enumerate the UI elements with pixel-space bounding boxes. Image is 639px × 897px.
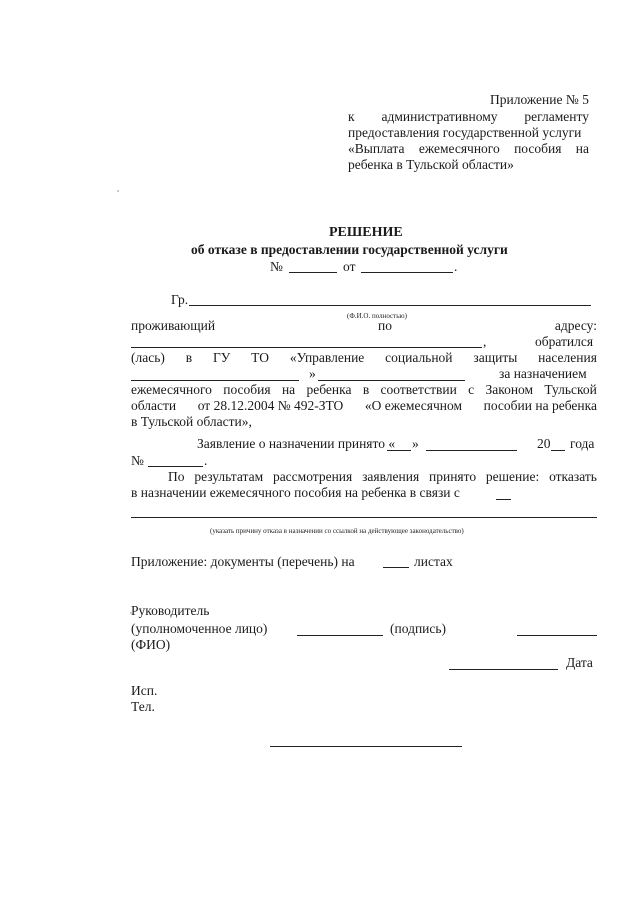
- gu-line: [131, 350, 597, 366]
- result-word: По: [168, 469, 185, 484]
- year-suffix: года: [570, 436, 595, 451]
- appendix-line-4: [348, 141, 589, 157]
- citizen-name-blank[interactable]: [189, 305, 591, 306]
- reason-blank[interactable]: [131, 517, 597, 518]
- result-word: результатам: [194, 469, 264, 484]
- reason-note: (указать причину отказа в назначении со ссылкой на действующее законодательство): [210, 527, 464, 535]
- result-word: отказать: [549, 469, 597, 484]
- appendix-line-5: ребенка в Тульской области»: [348, 157, 514, 172]
- fio-label: (ФИО): [131, 637, 171, 652]
- monthly-word: Тульской: [544, 382, 597, 397]
- gu-word: ГУ: [212, 350, 231, 365]
- residing-line: [131, 318, 597, 334]
- heading-end: .: [454, 259, 458, 274]
- monthly-word: пособия: [223, 382, 271, 397]
- head-label: Руководитель: [131, 603, 210, 618]
- sign-label: (подпись): [390, 621, 447, 636]
- appendix-line-2: [348, 109, 589, 125]
- number-sign: №: [131, 453, 144, 468]
- appendix-word: «Выплата: [348, 141, 405, 156]
- appendix-word: пособия: [514, 141, 562, 156]
- gu-word: ТО: [251, 350, 269, 365]
- appendix-word: регламенту: [524, 109, 589, 124]
- date-prefix: от: [343, 259, 356, 274]
- authorized-label: (уполномоченное лицо): [131, 621, 268, 636]
- law-word: от 28.12.2004 № 492-ЗТО: [197, 398, 344, 413]
- gu-word: населения: [538, 350, 597, 365]
- scan-speck: [117, 190, 119, 192]
- result-word: решение:: [485, 469, 540, 484]
- appendix-word: ежемесячного: [418, 141, 500, 156]
- monthly-word: ежемесячного: [131, 382, 212, 397]
- registration-number-blank[interactable]: [148, 466, 203, 467]
- date-blank[interactable]: [361, 272, 453, 273]
- fio-note: (Ф.И.О. полностью): [347, 312, 407, 320]
- law-word: пособии на ребенка: [483, 398, 597, 413]
- number-end: .: [204, 453, 208, 468]
- quote-close: »: [309, 366, 316, 381]
- child-blank[interactable]: [318, 380, 465, 381]
- monthly-word: Законом: [485, 382, 534, 397]
- number-blank[interactable]: [289, 272, 337, 273]
- applied-text: обратился: [535, 334, 594, 349]
- monthly-word: с: [468, 382, 475, 397]
- fio-blank[interactable]: [517, 635, 597, 636]
- accepted-quote: »: [412, 436, 419, 451]
- date-label: Дата: [566, 655, 593, 670]
- year-prefix: 20: [537, 436, 551, 451]
- date-sign-blank[interactable]: [449, 669, 558, 670]
- appendix-line-3: предоставления государственной услуги: [348, 125, 582, 140]
- reason-inline-blank[interactable]: [496, 499, 511, 500]
- appendix-word: к: [348, 109, 355, 124]
- accepted-day-blank[interactable]: [387, 450, 411, 451]
- monthly-line: [131, 382, 597, 398]
- gu-word: социальной: [385, 350, 453, 365]
- monthly-word: ребенка: [306, 382, 352, 397]
- document-title: РЕШЕНИЕ: [329, 225, 403, 240]
- appendix-title: Приложение № 5: [490, 92, 589, 107]
- gu-word: защиты: [473, 350, 518, 365]
- year-blank[interactable]: [551, 450, 565, 451]
- monthly-word: соответствии: [380, 382, 457, 397]
- footer-line: [270, 746, 462, 747]
- executor-label: Исп.: [131, 683, 158, 698]
- result-word: принято: [429, 469, 477, 484]
- for-assignment: за назначением: [499, 366, 587, 381]
- citizen-label: Гр.: [171, 292, 189, 307]
- reason-text: в назначении ежемесячного пособия на ребенка в связи с: [131, 485, 460, 500]
- gu-word: в: [185, 350, 193, 365]
- signature-blank[interactable]: [297, 635, 383, 636]
- residing-word: адресу:: [554, 318, 597, 333]
- document-subtitle: об отказе в предоставлении государственной услуги: [191, 242, 508, 257]
- law-word: области: [131, 398, 177, 413]
- address-comma: ,: [483, 334, 487, 349]
- residing-word: проживающий: [131, 318, 216, 333]
- phone-label: Тел.: [131, 699, 155, 714]
- number-prefix: №: [270, 259, 283, 274]
- result-word: заявления: [362, 469, 420, 484]
- attachment-suffix: листах: [414, 554, 453, 569]
- address-blank[interactable]: [131, 347, 482, 348]
- result-word: рассмотрения: [272, 469, 353, 484]
- region-line: в Тульской области»,: [131, 414, 252, 429]
- sheets-count-blank[interactable]: [383, 567, 409, 568]
- gu-name-blank[interactable]: [131, 380, 299, 381]
- residing-word: по: [378, 318, 392, 333]
- appendix-word: на: [575, 141, 589, 156]
- appendix-word: административному: [381, 109, 498, 124]
- law-line: [131, 398, 597, 414]
- monthly-word: в: [362, 382, 370, 397]
- attachment-text: Приложение: документы (перечень) на: [131, 554, 355, 569]
- accepted-month-blank[interactable]: [426, 450, 517, 451]
- law-word: «О ежемесячном: [364, 398, 463, 413]
- gu-word: (лась): [131, 350, 165, 365]
- result-line: [168, 469, 597, 485]
- accepted-text: Заявление о назначении принято «: [197, 436, 396, 451]
- gu-word: «Управление: [289, 350, 365, 365]
- monthly-word: на: [281, 382, 296, 397]
